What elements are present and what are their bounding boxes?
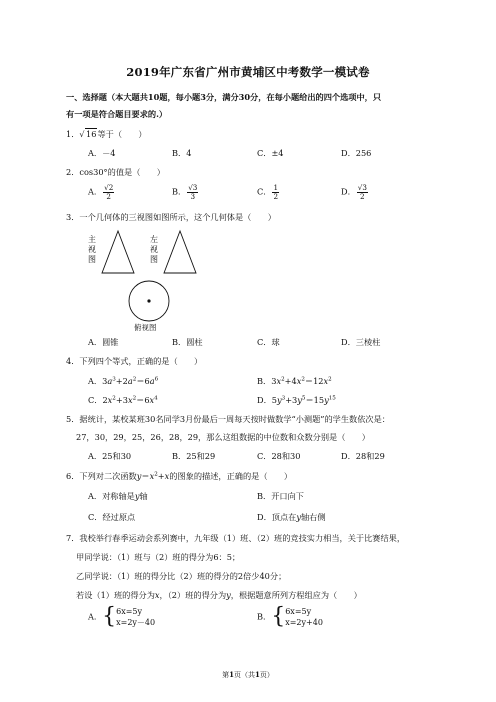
side-view-label-2: 视 xyxy=(150,245,158,254)
q1-option-c[interactable]: C．±4 xyxy=(257,148,284,158)
q1-option-d[interactable]: D．256 xyxy=(341,148,372,158)
question-3: 3．一个几何体的三视图如图所示，这个几何体是（ ） xyxy=(66,212,276,222)
q6-option-a[interactable]: A．对称轴是y轴 xyxy=(88,491,148,501)
page-footer: 第1页（共1页） xyxy=(222,670,274,679)
question-1: 1．√ 16等于（ ） xyxy=(66,129,147,139)
front-view-label-2: 视 xyxy=(88,245,96,254)
question-5-line1: 5．据统计，某校某班30名同学3月份最后一周每天按时做数学“小测题”的学生数依次是： xyxy=(66,414,390,424)
q2-option-d[interactable]: D． $\frac{√3}{2}$ xyxy=(341,183,367,201)
side-view-label-3: 图 xyxy=(150,255,158,264)
q5-option-b[interactable]: B．25和29 xyxy=(172,451,216,461)
question-2: 2．cos30°的值是（ ） xyxy=(66,167,165,177)
three-view-figure xyxy=(84,228,204,332)
q4-option-d[interactable]: D．$5y^3+3y^5=15y^{15}$ xyxy=(257,395,336,405)
q5-option-c[interactable]: C．28和30 xyxy=(257,451,301,461)
question-4: 4．下列四个等式，正确的是（ ） xyxy=(66,356,203,366)
equation-system: 6x=5y x=2y－40 xyxy=(116,607,156,627)
q1-option-b[interactable]: B．4 xyxy=(172,148,192,158)
q5-option-d[interactable]: D．28和29 xyxy=(341,451,385,461)
q7-option-a[interactable]: A．{ 6x=5y x=2y－40 xyxy=(88,604,156,629)
top-view-center-dot xyxy=(147,299,150,302)
front-view-triangle xyxy=(102,231,134,273)
question-7-line1: 7．我校举行春季运动会系列赛中，九年级（1）班、（2）班的竞技实力相当，关于比赛结果， xyxy=(66,533,406,543)
question-5-line2: 27，30，29，25，26，28，29，那么这组数据的中位数和众数分别是（ ） xyxy=(76,432,370,442)
question-7-line4: 若设（1）班的得分为x，（2）班的得分为y，根据题意所列方程组应为（ ） xyxy=(76,590,362,600)
q3-option-d[interactable]: D．三棱柱 xyxy=(341,337,381,347)
equation-system: 6x=5y x=2y+40 xyxy=(285,607,323,627)
fraction: $\frac{√3}{3}$ xyxy=(188,183,198,201)
left-brace: { xyxy=(271,604,286,629)
fraction: $\frac{√3}{2}$ xyxy=(357,183,367,201)
fraction: $\frac{√2}{2}$ xyxy=(104,183,114,201)
question-7-line2: 甲同学说：（1）班与（2）班的得分为6：5； xyxy=(76,552,241,562)
side-view-triangle xyxy=(164,231,196,273)
top-view-label: 俯视图 xyxy=(134,323,157,332)
q2-option-c[interactable]: C． $\frac{1}{2}$ xyxy=(257,183,279,201)
q5-option-a[interactable]: A．25和30 xyxy=(88,451,132,461)
section-heading-line2: 有一项是符合题目要求的.） xyxy=(66,109,168,119)
q4-option-a[interactable]: A．$3a^3+2a^2=6a^6$ xyxy=(88,376,159,386)
paper-title: 2019年广东省广州市黄埔区中考数学一模试卷 xyxy=(126,65,370,79)
section-heading-line1: 一、选择题（本大题共10题，每小题3分，满分30分，在每小题给出的四个选项中，只 xyxy=(66,92,382,102)
q6-option-d[interactable]: D．顶点在y轴右侧 xyxy=(257,512,326,522)
front-view-label-3: 图 xyxy=(88,255,96,264)
q1-option-a[interactable]: A．－4 xyxy=(88,148,116,158)
q2-option-a[interactable]: A． $\frac{√2}{2}$ xyxy=(88,183,114,201)
q3-option-c[interactable]: C．球 xyxy=(257,337,280,347)
question-6: 6．下列对二次函数$y=x^2+x$的图象的描述，正确的是（ ） xyxy=(66,471,293,481)
q3-option-b[interactable]: B．圆柱 xyxy=(172,337,203,347)
side-view-label-1: 左 xyxy=(150,235,158,244)
left-brace: { xyxy=(102,604,117,629)
q2-option-b[interactable]: B． $\frac{√3}{3}$ xyxy=(172,183,198,201)
q6-option-b[interactable]: B．开口向下 xyxy=(257,491,304,501)
question-7-line3: 乙同学说：（1）班的得分比（2）班的得分的2倍少40分； xyxy=(76,571,287,581)
q7-option-b[interactable]: B．{ 6x=5y x=2y+40 xyxy=(257,604,323,629)
fraction: $\frac{1}{2}$ xyxy=(273,183,279,201)
q4-option-b[interactable]: B．$3x^2+4x^2=12x^2$ xyxy=(257,376,332,386)
front-view-label-1: 主 xyxy=(88,235,96,244)
q4-option-c[interactable]: C．$2x^2+3x^2=6x^4$ xyxy=(88,395,158,405)
radical-sign: √ xyxy=(79,130,85,139)
radicand: 16 xyxy=(86,129,97,139)
q6-option-c[interactable]: C．经过原点 xyxy=(88,512,136,522)
q3-option-a[interactable]: A．圆锥 xyxy=(88,337,119,347)
